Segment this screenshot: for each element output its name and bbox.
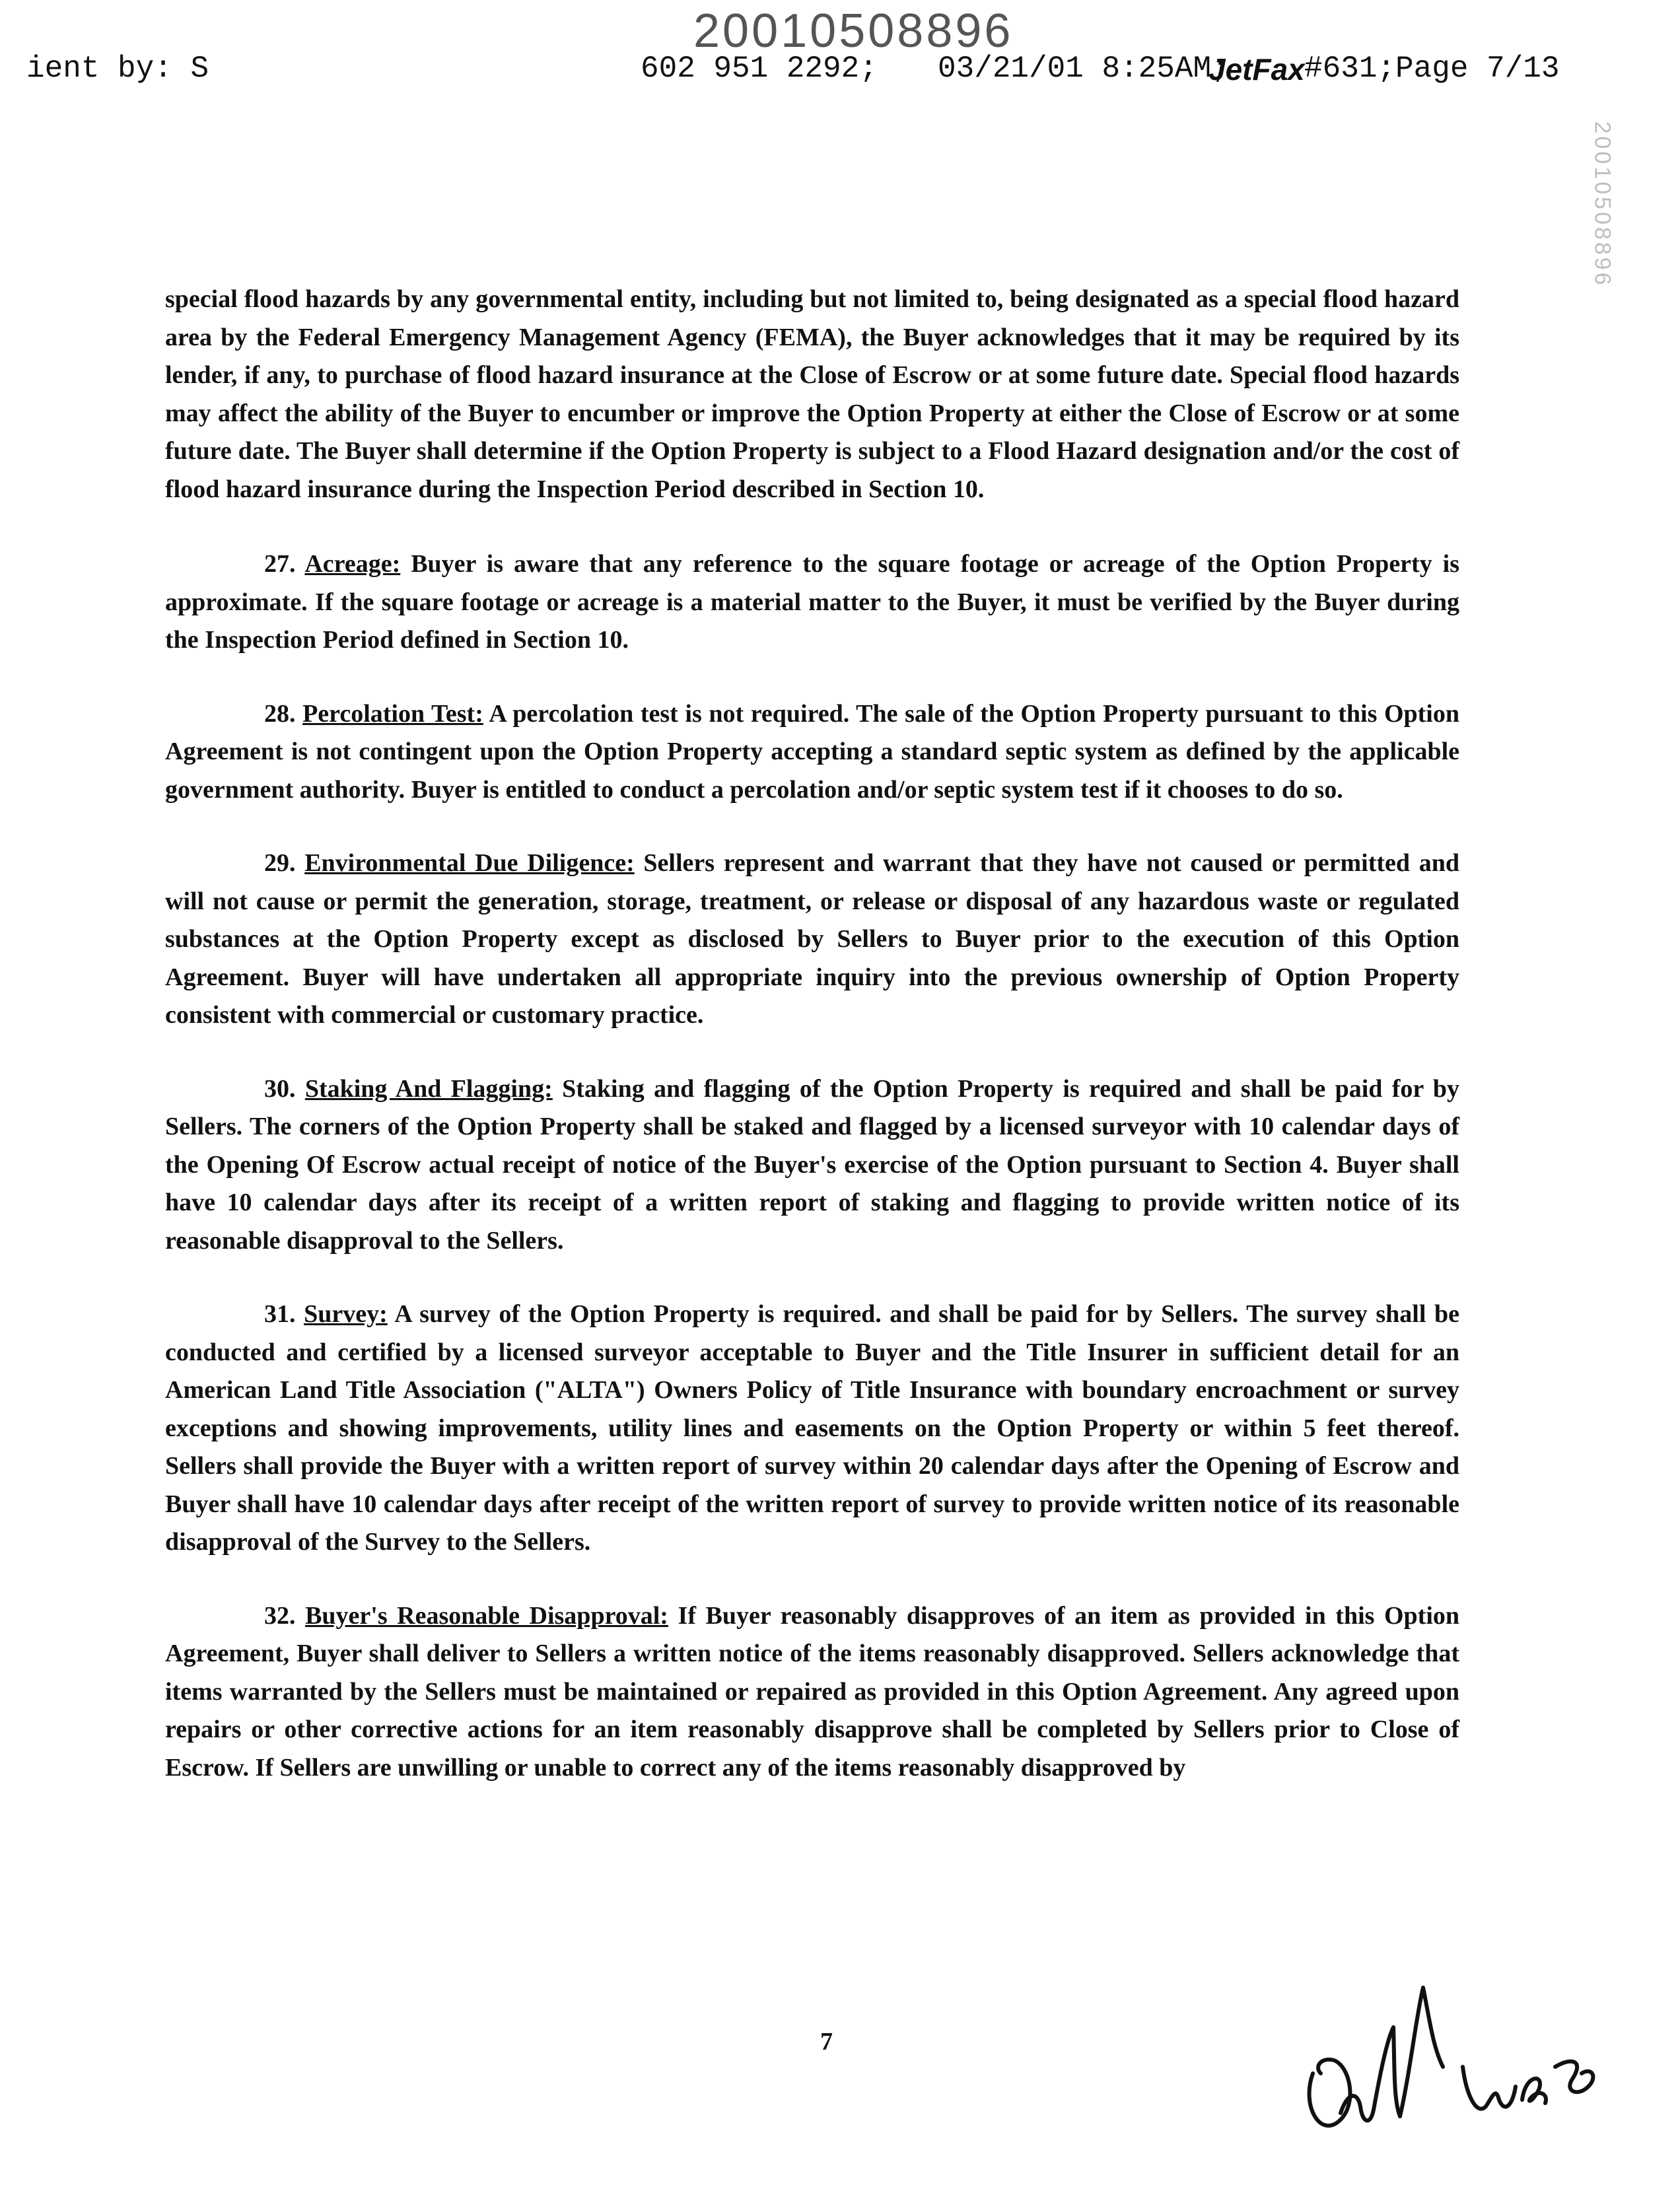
paragraph-number: 27. bbox=[264, 550, 296, 578]
paragraph-27-acreage bbox=[165, 545, 1459, 660]
paragraph-number: 28. bbox=[264, 699, 296, 728]
fax-sent-by: ient by: S bbox=[26, 52, 209, 86]
paragraph-heading: Percolation Test: bbox=[302, 699, 483, 728]
paragraph-text: special flood hazards by any governmental entity, including but not limited to, being designated as a special flood hazard area by the Federal Emergency Management Agency (FEMA), the Buyer acknowledges that it may be required by its lender, if any, to purchase of flood hazard insurance at the Close of Escrow or at some future date. Special flood hazards may affect the ability of the Buyer to encumber or improve the Option Property at either the Close of Escrow or at some future date. The Buyer shall determine if the Option Property is subject to a Flood Hazard designation and/or the cost of flood hazard insurance during the Inspection Period described in Section 10. bbox=[165, 285, 1459, 503]
handwritten-initials bbox=[1294, 1974, 1611, 2149]
paragraph-number: 29. bbox=[264, 849, 296, 877]
fax-header bbox=[26, 52, 1560, 98]
paragraph-29-environmental-due-diligence bbox=[165, 845, 1459, 1035]
document-number: 20010508896 bbox=[693, 5, 1014, 57]
paragraph-continuation bbox=[165, 281, 1459, 508]
paragraph-32-buyers-reasonable-disapproval bbox=[165, 1597, 1459, 1788]
paragraph-heading: Buyer's Reasonable Disapproval: bbox=[305, 1601, 668, 1630]
side-stamp-number: 20010508896 bbox=[1590, 121, 1615, 288]
fax-page-info: #631;Page 7/13 bbox=[1304, 52, 1560, 86]
page-number: 7 bbox=[820, 2028, 833, 2056]
document-body bbox=[165, 281, 1459, 1822]
fax-datetime: 03/21/01 8:25AM; bbox=[938, 52, 1230, 86]
paragraph-heading: Staking And Flagging: bbox=[304, 1074, 553, 1103]
fax-brand: JetFax bbox=[1208, 52, 1305, 87]
paragraph-text: A percolation test is not required. The sale of the Option Property pursuant to this Option Agreement is not contingent upon the Option Property accepting a standard septic system as defined by the applicable government authority. Buyer is entitled to conduct a percolation and/or septic system test if it chooses to do so. bbox=[165, 699, 1459, 804]
fax-phone-number: 602 951 2292; bbox=[641, 52, 878, 86]
paragraph-text: A survey of the Option Property is required. and shall be paid for by Sellers. The survey shall be conducted and certified by a licensed surveyor acceptable to Buyer and the Title Insurer in sufficient detail for an American Land Title Association ("ALTA") Owners Policy of Title Insurance with boundary encroachment or survey exceptions and showing improvements, utility lines and easements on the Option Property or within 5 feet thereof. Sellers shall provide the Buyer with a written report of survey within 20 calendar days after the Opening of Escrow and Buyer shall have 10 calendar days after receipt of the written report of survey to provide written notice of its reasonable disapproval of the Survey to the Sellers. bbox=[165, 1300, 1459, 1556]
paragraph-heading: Acreage: bbox=[304, 550, 401, 578]
side-stamp bbox=[1592, 99, 1644, 297]
paragraph-text: If Buyer reasonably disapproves of an item as provided in this Option Agreement, Buyer shall deliver to Sellers a written notice of the items reasonably disapproved. Sellers acknowledge that items warranted by the Sellers must be maintained or repaired as provided in this Option Agreement. Any agreed upon repairs or other corrective actions for an item reasonably disapprove shall be completed by Sellers prior to Close of Escrow. If Sellers are unwilling or unable to correct any of the items reasonably disapproved by bbox=[165, 1601, 1460, 1782]
paragraph-heading: Environmental Due Diligence: bbox=[304, 849, 635, 877]
paragraph-28-percolation-test bbox=[165, 695, 1459, 810]
paragraph-number: 32. bbox=[264, 1601, 296, 1630]
paragraph-number: 30. bbox=[264, 1074, 296, 1103]
paragraph-text: Staking and flagging of the Option Property is required and shall be paid for by Sellers. The corners of the Option Property shall be staked and flagged by a licensed surveyor with 10 calendar days of the Opening Of Escrow actual receipt of notice of the Buyer's exercise of the Option pursuant to Section 4. Buyer shall have 10 calendar days after its receipt of a written report of staking and flagging to provide written notice of its reasonable disapproval to the Sellers. bbox=[165, 1074, 1459, 1255]
paragraph-text: Buyer is aware that any reference to the square footage or acreage of the Option Property is approximate. If the square footage or acreage is a material matter to the Buyer, it must be verified by the Buyer during the Inspection Period defined in Section 10. bbox=[165, 550, 1459, 654]
paragraph-31-survey bbox=[165, 1296, 1459, 1562]
paragraph-text: Sellers represent and warrant that they have not caused or permitted and will not cause or permit the generation, storage, treatment, or release or disposal of any hazardous waste or regulated substances at the Option Property except as disclosed by Sellers to Buyer prior to the execution of this Option Agreement. Buyer will have undertaken all appropriate inquiry into the previous ownership of Option Property consistent with commercial or customary practice. bbox=[165, 849, 1460, 1029]
initials-signature-icon bbox=[1294, 1974, 1611, 2146]
paragraph-30-staking-and-flagging bbox=[165, 1070, 1459, 1261]
paragraph-heading: Survey: bbox=[304, 1300, 388, 1328]
paragraph-number: 31. bbox=[264, 1300, 296, 1328]
